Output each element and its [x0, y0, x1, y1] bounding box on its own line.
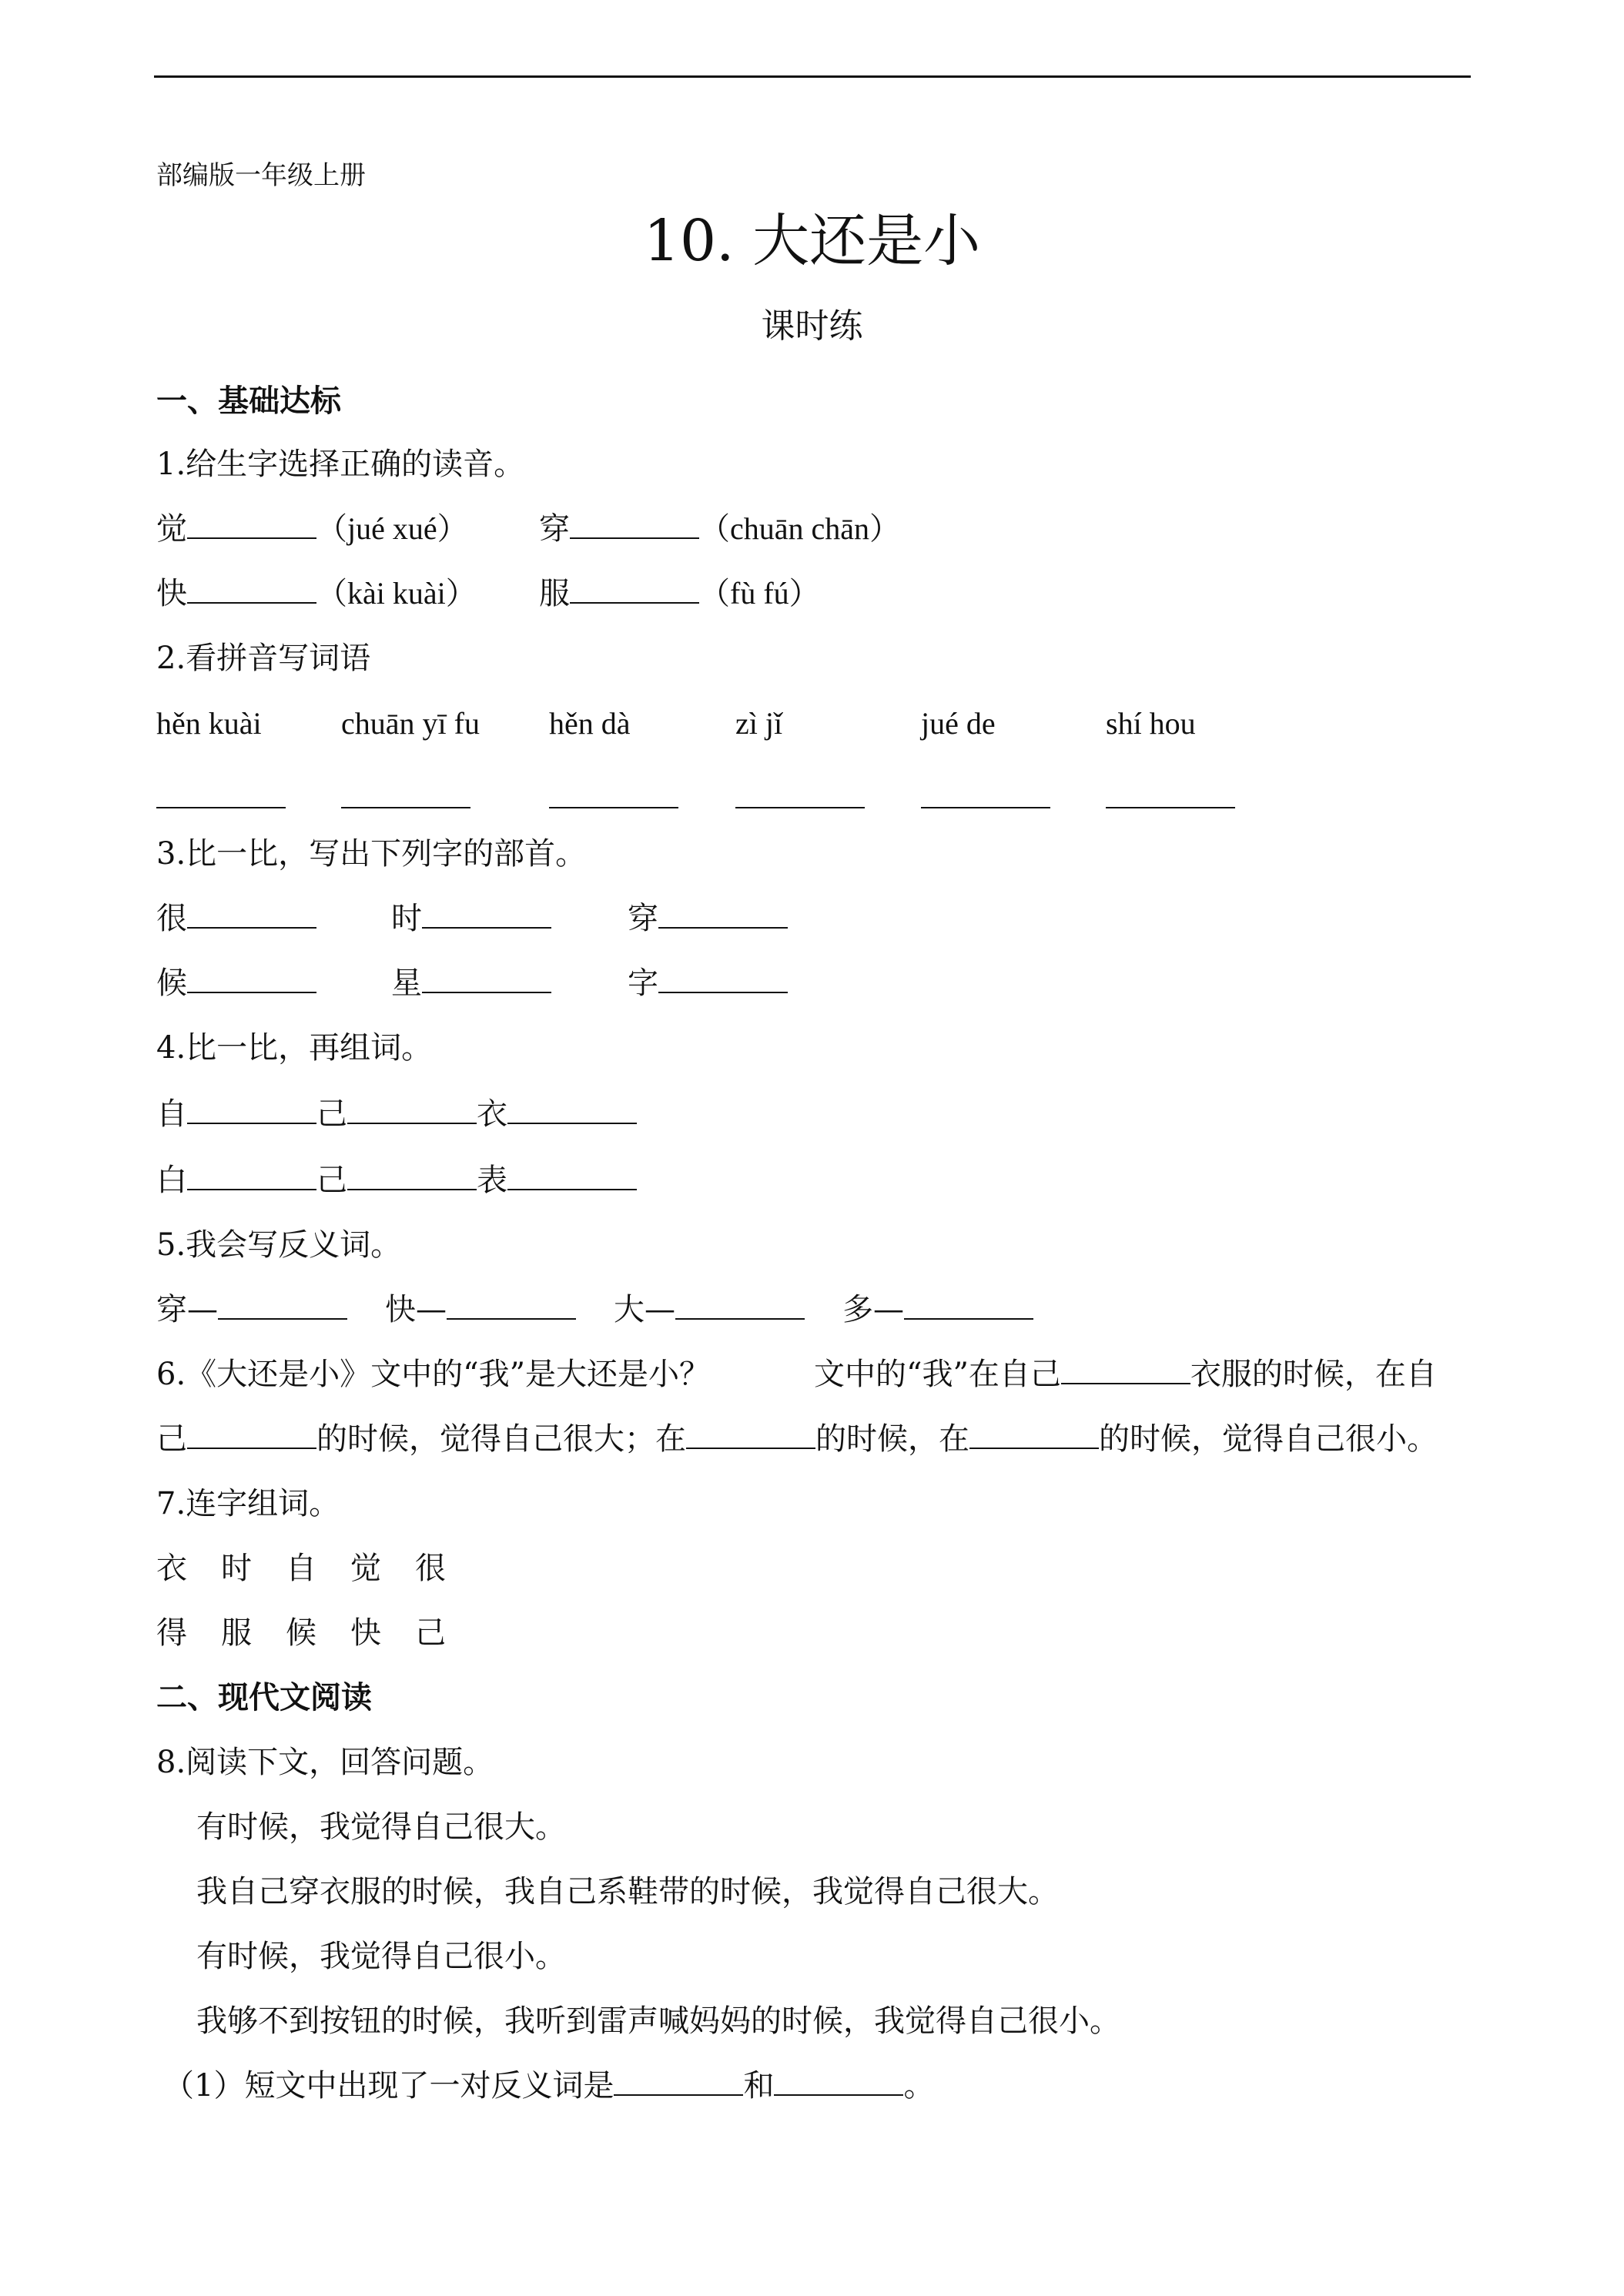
pinyin-item: zì jǐ — [735, 706, 783, 741]
answer-blank[interactable] — [187, 511, 316, 539]
answer-blank[interactable] — [507, 1163, 637, 1190]
pinyin-item: hěn dà — [549, 706, 631, 741]
question-prompt: 2.看拼音写词语 — [156, 641, 371, 676]
char-item[interactable]: 很 — [415, 1551, 446, 1586]
reading-paragraph: 我自己穿衣服的时候，我自己系鞋带的时候，我觉得自己很大。 — [196, 1874, 1059, 1909]
answer-blank[interactable] — [187, 576, 316, 604]
top-rule — [154, 75, 1471, 78]
char-item[interactable]: 自 — [286, 1551, 316, 1586]
answer-blank[interactable] — [1106, 781, 1235, 808]
answer-blank[interactable] — [187, 1421, 316, 1449]
reading-paragraph: 有时候，我觉得自己很大。 — [196, 1809, 566, 1845]
reading-paragraph: 有时候，我觉得自己很小。 — [196, 1939, 566, 1974]
char-item[interactable]: 快 — [350, 1615, 381, 1651]
question-prompt: 4.比一比，再组词。 — [156, 1030, 433, 1066]
pinyin-item: hěn kuài — [156, 706, 262, 741]
q1-item: 快 （kài kuài） — [156, 576, 477, 611]
answer-blank[interactable] — [422, 901, 551, 929]
answer-blank[interactable] — [156, 781, 286, 808]
char-item[interactable]: 得 — [156, 1615, 187, 1651]
char-item[interactable]: 觉 — [350, 1551, 381, 1586]
question-prompt: 8.阅读下文，回答问题。 — [156, 1745, 494, 1780]
pinyin-item: jué de — [921, 706, 996, 741]
page-subtitle: 课时练 — [761, 306, 863, 346]
char-item[interactable]: 衣 — [156, 1551, 187, 1586]
answer-blank[interactable] — [686, 1421, 815, 1449]
answer-blank[interactable] — [675, 1292, 805, 1320]
char-item[interactable]: 服 — [221, 1615, 252, 1651]
section-heading: 一、基础达标 — [156, 383, 341, 419]
char-item[interactable]: 己 — [415, 1615, 446, 1651]
answer-blank[interactable] — [658, 901, 788, 929]
q1-item: 穿 （chuān chān） — [539, 511, 901, 547]
section-heading: 二、现代文阅读 — [156, 1679, 372, 1715]
question-prompt: 5.我会写反义词。 — [156, 1227, 402, 1263]
q4-row: 白 己 表 — [156, 1161, 637, 1200]
question-prompt: 1.给生字选择正确的读音。 — [156, 447, 525, 482]
q1-item: 觉 （jué xué） — [156, 511, 468, 547]
answer-blank[interactable] — [921, 781, 1050, 808]
grade-label: 部编版一年级上册 — [156, 160, 366, 191]
pinyin-item: chuān yī fu — [341, 706, 480, 741]
answer-blank[interactable] — [187, 966, 316, 993]
reading-paragraph: 我够不到按钮的时候，我听到雷声喊妈妈的时候，我觉得自己很小。 — [196, 2003, 1120, 2039]
answer-blank[interactable] — [614, 2068, 743, 2096]
q6-line: 己 的时候，觉得自己很大；在 的时候，在 的时候，觉得自己很小。 — [156, 1421, 1438, 1457]
q4-row: 自 己 衣 — [156, 1095, 637, 1133]
char-item[interactable]: 候 — [286, 1615, 316, 1651]
page-title: 10. 大还是小 — [643, 208, 981, 274]
answer-blank[interactable] — [904, 1292, 1033, 1320]
answer-blank[interactable] — [1061, 1357, 1190, 1384]
answer-blank[interactable] — [969, 1421, 1099, 1449]
answer-blank[interactable] — [774, 2068, 903, 2096]
worksheet-page: 部编版一年级上册 10. 大还是小 课时练 一、基础达标 1.给生字选择正确的读音。 觉 （jué xué） 穿 （chuān chān） 快 （kài kuài） 服 （fù fú） 2.看拼音写词语 hěn kuài chuān yī fu hěn dà zì jǐ jué de shí hou 3.比一比，写出下列字的部首。 很 时 穿 候 星 字 4.比一比，再组词。 自 己 衣 白 己 表 5.我会写反义词。 穿— 快— 大— 多— 6.《大还是小》文中的“我”是大还是小？ 文中的“我”在自己 衣服的时候，在自 己 的时候，觉得自己很大；在 的时候，在 的时候，觉得自己很小。 7.连字组词。 衣 时 自 觉 很 得 服 候 快 己 二、现代文阅读 8.阅读下文，回答问题。 有时候，我觉得自己很大。 我自己穿衣服的时候，我自己系鞋带的时候，我觉得自己很大。 有时候，我觉得自己很小。 我够不到按钮的时候，我听到雷声喊妈妈的时候，我觉得自己很小。 （1）短文中出现了一对反义词是 和 。 — [0, 0, 1624, 2296]
answer-blank[interactable] — [341, 781, 470, 808]
answer-blank[interactable] — [218, 1292, 347, 1320]
answer-blank[interactable] — [347, 1163, 477, 1190]
answer-blank[interactable] — [507, 1096, 637, 1124]
answer-blank[interactable] — [570, 576, 699, 604]
question-prompt: 7.连字组词。 — [156, 1486, 340, 1521]
pinyin-item: shí hou — [1106, 706, 1196, 741]
answer-blank[interactable] — [549, 781, 678, 808]
answer-blank[interactable] — [187, 901, 316, 929]
answer-blank[interactable] — [422, 966, 551, 993]
answer-blank[interactable] — [187, 1163, 316, 1190]
answer-blank[interactable] — [187, 1096, 316, 1124]
char-item[interactable]: 时 — [221, 1551, 252, 1586]
answer-blank[interactable] — [347, 1096, 477, 1124]
answer-blank[interactable] — [658, 966, 788, 993]
answer-blank[interactable] — [735, 781, 865, 808]
answer-blank[interactable] — [447, 1292, 576, 1320]
question-prompt: 3.比一比，写出下列字的部首。 — [156, 836, 587, 872]
sub-question: （1）短文中出现了一对反义词是 和 。 — [163, 2068, 935, 2104]
q1-item: 服 （fù fú） — [539, 576, 820, 611]
answer-blank[interactable] — [570, 511, 699, 539]
